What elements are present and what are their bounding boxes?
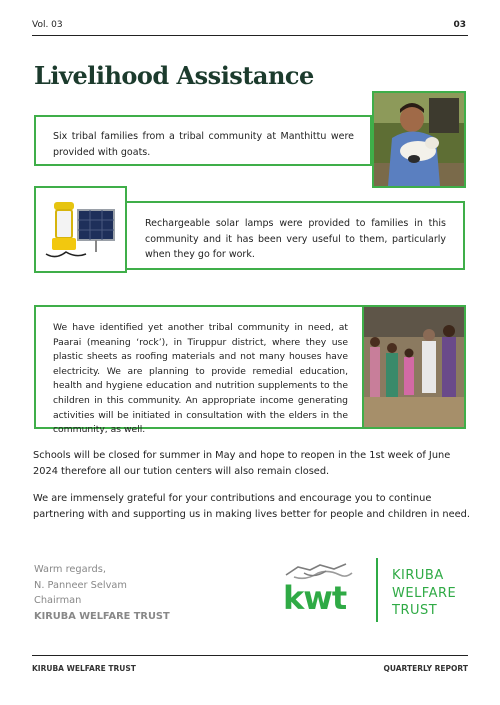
signature-greeting: Warm regards, <box>34 564 106 575</box>
page-number: 03 <box>453 20 466 30</box>
signature-org: KIRUBA WELFARE TRUST <box>34 610 170 622</box>
logo-text <box>392 567 456 620</box>
footer-report-type: QUARTERLY REPORT <box>383 664 468 673</box>
page-header <box>32 20 468 36</box>
signature-block <box>34 562 170 624</box>
logo-mark: kwt <box>283 579 347 617</box>
footer-org: KIRUBA WELFARE TRUST <box>32 664 136 673</box>
logo-line-welfare: WELFARE <box>392 585 457 601</box>
signature-role: Chairman <box>34 595 82 606</box>
logo-line-trust: TRUST <box>392 603 438 618</box>
child-with-goat-image <box>374 93 464 186</box>
volume-label: Vol. 03 <box>32 20 63 30</box>
paarai-text: We have identified yet another tribal community in need, at Paarai (meaning ‘rock’), in Tiruppur district, where they use plastic sheets as roofing materials and not many houses have electricity. We are planning to provide remedial education, health and hygiene education and nutrition supplements to the children in this community. An appropriate income generating activities will be initiated in consultation with the elders in the community, as well. <box>53 322 348 436</box>
schools-closed-paragraph: Schools will be closed for summer in May and hope to reopen in the 1st week of June 2024 therefore all our tution centers will also remain closed. <box>33 450 451 477</box>
community-visit-photo <box>362 305 466 429</box>
kwt-logo <box>280 555 470 625</box>
goats-text: Six tribal families from a tribal community at Manthittu were provided with goats. <box>53 131 354 158</box>
page-title: Livelihood Assistance <box>34 61 314 90</box>
gratitude-paragraph: We are immensely grateful for your contributions and encourage you to continue partnering with and supporting us in making lives better for people and children in need. <box>33 493 470 520</box>
child-with-goat-photo <box>372 91 466 188</box>
solar-lamps-text-box <box>125 201 465 270</box>
solar-lamp-photo <box>34 186 127 273</box>
logo-line-kiruba: KIRUBA <box>392 568 444 583</box>
solar-lamp-image <box>36 188 125 271</box>
solar-lamps-text: Rechargeable solar lamps were provided to families in this community and it has been very useful to them, particularly when they go for work. <box>145 218 446 260</box>
logo-divider <box>376 558 378 622</box>
community-visit-image <box>364 307 464 427</box>
page-footer <box>32 655 468 675</box>
paarai-text-box <box>34 305 364 436</box>
signature-name: N. Panneer Selvam <box>34 579 127 591</box>
goats-text-box <box>34 115 372 166</box>
